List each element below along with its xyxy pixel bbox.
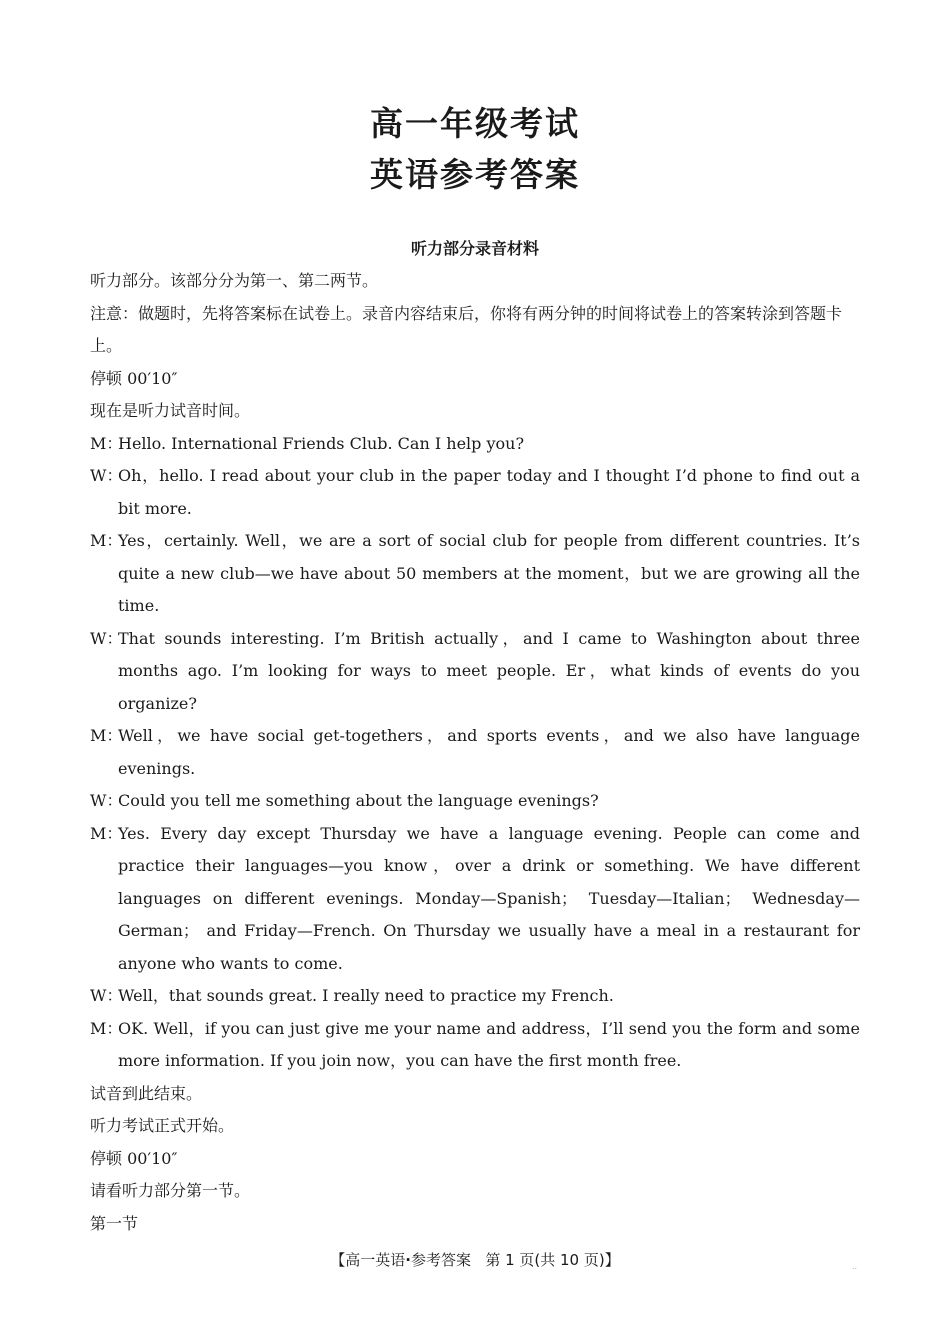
- dialogue-line: [90, 1013, 860, 1078]
- document-body: [90, 265, 860, 1240]
- intro-line: 停顿 00′10″: [90, 368, 178, 388]
- speaker-label: M：: [90, 726, 123, 745]
- speaker-label: W：: [90, 791, 123, 810]
- dialogue-line: [90, 818, 860, 981]
- outro-line: 听力考试正式开始。: [90, 1116, 235, 1135]
- document-title-line2: 英语参考答案: [370, 155, 580, 194]
- dialogue-text: OK. Well，if you can just give me your name and address，I’ll send you the form and some more information. If you join now，you can have the first month free.: [118, 1018, 860, 1070]
- dialogue-text: Yes，certainly. Well，we are a sort of social club for people from different countries. It’s quite a new club—we have about 50 members at the moment，but we are growing all the time.: [118, 531, 860, 615]
- dialogue-text: Yes. Every day except Thursday we have a language evening. People can come and practice their languages—you know，over a drink or something. We have different languages on different evenings. Monday—Spanish； Tuesday—Italian； Wednesday—German； and Friday—French. On Thursday we usually have a meal in a restaurant for anyone who wants to come.: [118, 823, 861, 973]
- footer-dot: ·: [405, 1251, 411, 1269]
- dialogue-line: [90, 980, 860, 1013]
- speaker-label: M：: [90, 823, 123, 843]
- dialogue-text: Hello. International Friends Club. Can I help you?: [118, 433, 525, 453]
- document-title-line1: 高一年级考试: [370, 104, 580, 143]
- dialogue-line: [90, 623, 860, 721]
- intro-line: 听力部分。该部分分为第一、第二两节。: [90, 271, 379, 290]
- speaker-label: M：: [90, 433, 123, 453]
- speaker-label: W：: [90, 628, 123, 648]
- dialogue-text: Well，we have social get-togethers，and sports events，and we also have language evenings.: [118, 726, 860, 778]
- footer-label: 参考答案: [410, 1251, 471, 1269]
- dialogue-line: [90, 460, 860, 525]
- intro-line: 注意：做题时，先将答案标在试卷上。录音内容结束后，你将有两分钟的时间将试卷上的答案转涂到答题卡上。: [90, 303, 843, 355]
- dialogue-line: [90, 720, 860, 785]
- intro-line: 现在是听力试音时间。: [90, 401, 251, 420]
- page-footer: [0, 1249, 950, 1271]
- dialogue-text: Could you tell me something about the language evenings?: [118, 791, 599, 810]
- speaker-label: W：: [90, 986, 123, 1005]
- footer-open: 【高一英语: [330, 1251, 406, 1269]
- outro-line: 第一节: [90, 1213, 139, 1233]
- footer-page-number: 第 1 页(共 10 页)】: [485, 1251, 620, 1269]
- section-heading: 听力部分录音材料: [410, 239, 539, 258]
- dialogue-text: Well，that sounds great. I really need to practice my French.: [118, 986, 614, 1005]
- speaker-label: M：: [90, 531, 123, 550]
- dialogue-line: [90, 428, 860, 461]
- outro-line: 试音到此结束。: [90, 1083, 203, 1103]
- dialogue-line: [90, 785, 860, 818]
- dialogue-text: That sounds interesting. I’m British actually，and I came to Washington about three months ago. I’m looking for ways to meet people. Er，what kinds of events do you organize?: [118, 628, 860, 713]
- speaker-label: W：: [90, 466, 123, 485]
- outro-line: 停顿 00′10″: [90, 1148, 178, 1168]
- corner-mark: ..: [852, 1262, 858, 1271]
- speaker-label: M：: [90, 1018, 123, 1038]
- outro-line: 请看听力部分第一节。: [90, 1181, 251, 1200]
- dialogue-text: Oh，hello. I read about your club in the paper today and I thought I’d phone to find out a bit more.: [118, 466, 860, 518]
- dialogue-line: [90, 525, 860, 623]
